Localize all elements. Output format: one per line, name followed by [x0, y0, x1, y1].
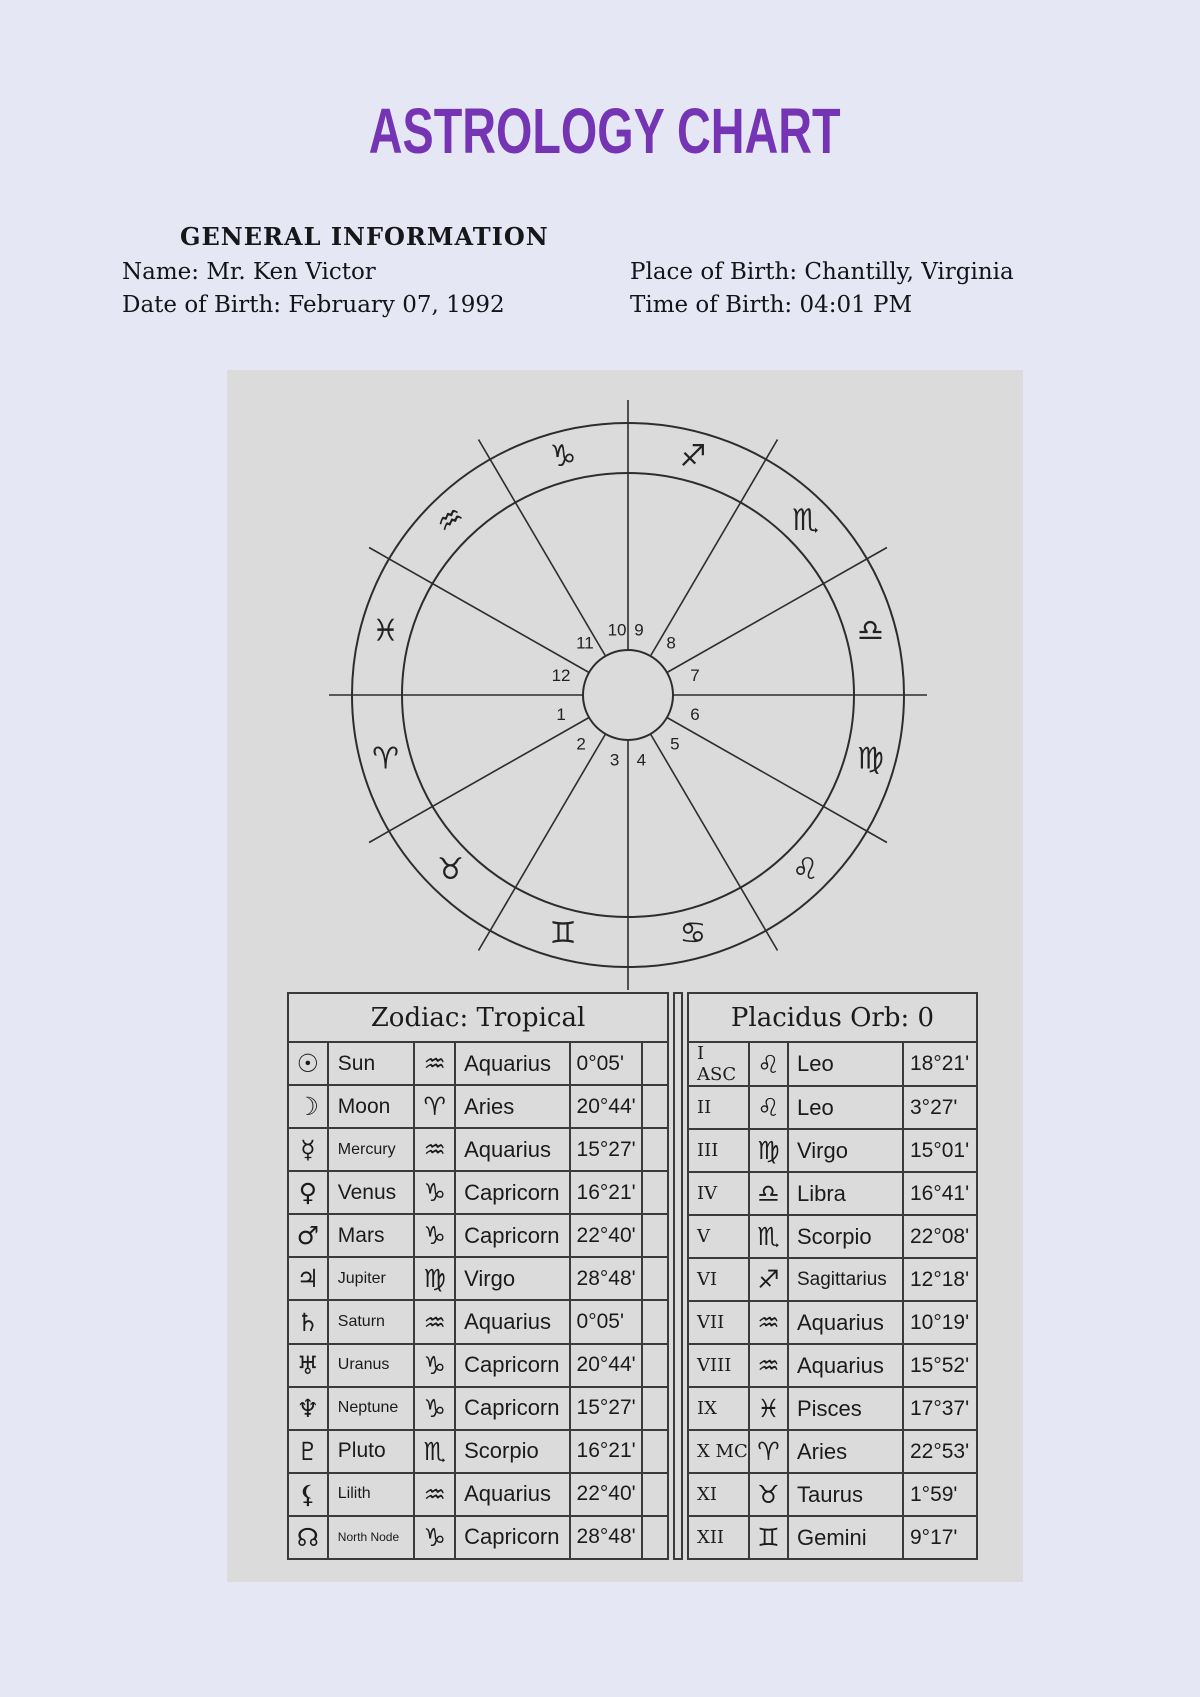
zodiac-taurus-icon: ♉ — [437, 852, 464, 888]
planet-icon: ♀ — [289, 1172, 329, 1213]
zodiac-aquarius-icon: ♒ — [429, 498, 472, 543]
house-degrees: 18°21' — [910, 1052, 970, 1075]
planet-name: Saturn — [329, 1301, 416, 1342]
wheel-center-circle — [583, 650, 673, 740]
sign-name: Pisces — [789, 1388, 904, 1429]
planet-icon: ♃ — [289, 1258, 329, 1299]
house-cusp-line — [369, 548, 589, 673]
zodiac-pisces-icon: ♓ — [372, 613, 400, 649]
house-degrees: 15°01' — [910, 1138, 970, 1162]
house-degrees: 22°53' — [910, 1439, 970, 1463]
spacer-cell — [643, 1388, 667, 1429]
spacer-cell — [643, 1517, 667, 1558]
house-number: 9 — [634, 620, 644, 640]
sign-name: Aries — [456, 1086, 570, 1127]
spacer-cell — [643, 1172, 667, 1213]
planet-name: Sun — [329, 1043, 416, 1084]
house-degrees: 3°27' — [910, 1095, 958, 1119]
sign-icon: ♌ — [750, 1087, 789, 1128]
sign-icon: ♑ — [415, 1345, 456, 1386]
spacer-cell — [643, 1215, 667, 1256]
spacer-cell — [643, 1043, 667, 1084]
spacer-cell — [643, 1129, 667, 1170]
spacer-cell — [643, 1431, 667, 1472]
planet-degrees: 28°48' — [571, 1517, 644, 1558]
planet-row — [289, 1127, 667, 1170]
planet-degrees: 16°21' — [571, 1431, 644, 1472]
house-number: 2 — [576, 734, 586, 754]
planet-row — [289, 1386, 667, 1429]
spacer-cell — [643, 1086, 667, 1127]
planets-table-header: Zodiac: Tropical — [370, 1002, 586, 1033]
zodiac-virgo-icon: ♍ — [856, 741, 884, 777]
planet-row — [289, 1429, 667, 1472]
house-cusp-line — [667, 718, 887, 843]
title-wrap — [5, 96, 1200, 168]
house-label: VI — [689, 1259, 750, 1300]
houses-table-header: Placidus Orb: 0 — [730, 1002, 935, 1033]
house-number: 4 — [636, 750, 647, 770]
planet-name: Uranus — [329, 1345, 416, 1386]
house-cusp-line — [479, 440, 606, 657]
planet-degrees: 16°21' — [571, 1172, 644, 1213]
general-info-heading: GENERAL INFORMATION — [180, 222, 549, 251]
planet-row — [289, 1213, 667, 1256]
planet-row — [289, 1472, 667, 1515]
info-name: Name: Mr. Ken Victor — [122, 259, 376, 285]
house-degrees: 22°08' — [910, 1224, 970, 1248]
planets-rows — [289, 1041, 667, 1558]
spacer-cell — [643, 1474, 667, 1515]
sign-name: Gemini — [789, 1517, 904, 1558]
house-label: VII — [689, 1302, 750, 1343]
planet-icon: ☽ — [289, 1086, 329, 1127]
planet-degrees: 20°44' — [571, 1345, 644, 1386]
planet-icon: ♂ — [289, 1215, 329, 1256]
spacer-cell — [643, 1258, 667, 1299]
spacer-cell — [643, 1345, 667, 1386]
sign-icon: ♒ — [750, 1345, 789, 1386]
planet-icon: ☿ — [289, 1129, 329, 1170]
planet-degrees: 22°40' — [571, 1474, 644, 1515]
planet-degrees: 0°05' — [571, 1043, 644, 1084]
house-number: 3 — [609, 750, 620, 770]
planet-name: North Node — [329, 1517, 416, 1558]
house-row — [689, 1300, 976, 1343]
spacer-cell — [643, 1301, 667, 1342]
zodiac-libra-icon: ♎ — [856, 613, 884, 649]
table-gap — [673, 992, 683, 1560]
sign-name: Libra — [789, 1173, 904, 1214]
sign-icon: ♍ — [750, 1130, 789, 1171]
sign-icon: ♈ — [415, 1086, 456, 1127]
planet-row — [289, 1299, 667, 1342]
sign-icon: ♍ — [415, 1258, 456, 1299]
sign-name: Scorpio — [789, 1216, 904, 1257]
planet-row — [289, 1256, 667, 1299]
info-place-of-birth: Place of Birth: Chantilly, Virginia — [630, 259, 1014, 285]
house-row — [689, 1214, 976, 1257]
planet-icon: ☊ — [289, 1517, 329, 1558]
house-label: X MC — [689, 1431, 750, 1472]
sign-icon: ♒ — [415, 1043, 456, 1084]
house-row — [689, 1171, 976, 1214]
sign-icon: ♈ — [750, 1431, 789, 1472]
sign-name: Virgo — [789, 1130, 904, 1171]
sign-icon: ♒ — [415, 1129, 456, 1170]
sign-name: Aquarius — [789, 1302, 904, 1343]
planet-icon: ♄ — [289, 1301, 329, 1342]
planets-table — [287, 992, 669, 1560]
sign-name: Scorpio — [456, 1431, 570, 1472]
sign-name: Capricorn — [456, 1517, 570, 1558]
planet-name: Moon — [329, 1086, 416, 1127]
sign-name: Capricorn — [456, 1172, 570, 1213]
planet-icon: ♆ — [289, 1388, 329, 1429]
planet-name: Pluto — [329, 1431, 416, 1472]
house-label: XI — [689, 1474, 750, 1515]
sign-icon: ♎ — [750, 1173, 789, 1214]
sign-name: Sagittarius — [789, 1259, 904, 1300]
houses-table — [687, 992, 978, 1560]
sign-icon: ♑ — [415, 1172, 456, 1213]
planet-row — [289, 1170, 667, 1213]
house-number: 8 — [666, 633, 676, 653]
sign-name: Aquarius — [456, 1301, 570, 1342]
house-degrees: 12°18' — [910, 1267, 970, 1291]
house-row — [689, 1041, 976, 1085]
planet-degrees: 15°27' — [571, 1388, 644, 1429]
sign-icon: ♉ — [750, 1474, 789, 1515]
house-number: 1 — [556, 704, 566, 724]
planet-name: Mercury — [329, 1129, 416, 1170]
house-row — [689, 1429, 976, 1472]
house-number: 11 — [576, 633, 594, 653]
sign-name: Leo — [789, 1043, 904, 1085]
sign-name: Aquarius — [456, 1129, 570, 1170]
sign-icon: ♒ — [415, 1301, 456, 1342]
sign-name: Capricorn — [456, 1215, 570, 1256]
planet-row — [289, 1041, 667, 1084]
sign-name: Capricorn — [456, 1345, 570, 1386]
house-degrees: 16°41' — [910, 1181, 970, 1205]
sign-icon: ♑ — [415, 1215, 456, 1256]
sign-icon: ♐ — [750, 1259, 789, 1300]
house-row — [689, 1085, 976, 1128]
sign-name: Leo — [789, 1087, 904, 1128]
house-degrees: 17°37' — [910, 1396, 970, 1420]
sign-name: Capricorn — [456, 1388, 570, 1429]
house-row — [689, 1515, 976, 1558]
planet-name: Venus — [329, 1172, 416, 1213]
planet-degrees: 20°44' — [571, 1086, 644, 1127]
house-degrees: 15°52' — [910, 1353, 970, 1377]
page-title: ASTROLOGY CHART — [369, 96, 841, 168]
planet-icon: ☉ — [289, 1043, 329, 1084]
planet-icon: ♇ — [289, 1431, 329, 1472]
zodiac-capricorn-icon: ♑ — [549, 438, 577, 474]
zodiac-scorpio-icon: ♏ — [792, 502, 819, 538]
houses-rows — [689, 1041, 976, 1558]
house-label: XII — [689, 1517, 750, 1558]
astrology-wheel — [288, 355, 968, 1035]
planet-degrees: 28°48' — [571, 1258, 644, 1299]
planet-degrees: 22°40' — [571, 1215, 644, 1256]
house-label: VIII — [689, 1345, 750, 1386]
house-label: II — [689, 1087, 750, 1128]
planet-name: Neptune — [329, 1388, 416, 1429]
house-degrees: 1°59' — [910, 1482, 958, 1506]
info-date-of-birth: Date of Birth: February 07, 1992 — [122, 292, 505, 318]
house-row — [689, 1386, 976, 1429]
house-number: 6 — [690, 704, 700, 724]
house-degrees: 9°17' — [910, 1525, 958, 1549]
planet-name: Mars — [329, 1215, 416, 1256]
house-number: 10 — [607, 620, 627, 640]
planet-row — [289, 1084, 667, 1127]
zodiac-aries-icon: ♈ — [372, 741, 400, 777]
house-number: 5 — [670, 734, 680, 754]
sign-name: Aquarius — [456, 1474, 570, 1515]
house-cusp-line — [479, 734, 606, 951]
sign-name: Virgo — [456, 1258, 570, 1299]
zodiac-cancer-icon: ♋ — [679, 916, 707, 952]
planet-name: Lilith — [329, 1474, 416, 1515]
house-number: 12 — [551, 666, 571, 686]
planet-icon: ♅ — [289, 1345, 329, 1386]
sign-icon: ♊ — [750, 1517, 789, 1558]
house-label: III — [689, 1130, 750, 1171]
house-cusp-line — [651, 440, 778, 657]
house-cusp-line — [651, 734, 778, 951]
sign-icon: ♒ — [415, 1474, 456, 1515]
house-label: IX — [689, 1388, 750, 1429]
sign-name: Aquarius — [789, 1345, 904, 1386]
house-row — [689, 1128, 976, 1171]
sign-icon: ♓ — [750, 1388, 789, 1429]
planet-name: Jupiter — [329, 1258, 416, 1299]
sign-name: Taurus — [789, 1474, 904, 1515]
sign-icon: ♑ — [415, 1517, 456, 1558]
zodiac-sagittarius-icon: ♐ — [679, 438, 707, 474]
sign-name: Aquarius — [456, 1043, 570, 1084]
house-cusp-line — [667, 548, 887, 673]
house-row — [689, 1343, 976, 1386]
house-number: 7 — [690, 666, 700, 686]
sign-icon: ♒ — [750, 1302, 789, 1343]
sign-name: Aries — [789, 1431, 904, 1472]
zodiac-gemini-icon: ♊ — [549, 916, 577, 952]
house-label: I ASC — [689, 1043, 750, 1085]
sign-icon: ♏ — [750, 1216, 789, 1257]
planet-row — [289, 1343, 667, 1386]
info-time-of-birth: Time of Birth: 04:01 PM — [630, 292, 913, 318]
planet-row — [289, 1515, 667, 1558]
house-degrees: 10°19' — [910, 1310, 970, 1334]
house-cusp-line — [369, 718, 589, 843]
house-label: IV — [689, 1173, 750, 1214]
zodiac-leo-icon: ♌ — [792, 852, 819, 888]
planet-icon: ⚸ — [289, 1474, 329, 1515]
house-row — [689, 1472, 976, 1515]
planet-degrees: 15°27' — [571, 1129, 644, 1170]
house-row — [689, 1257, 976, 1300]
sign-icon: ♑ — [415, 1388, 456, 1429]
sign-icon: ♏ — [415, 1431, 456, 1472]
planet-degrees: 0°05' — [571, 1301, 644, 1342]
house-label: V — [689, 1216, 750, 1257]
sign-icon: ♌ — [750, 1043, 789, 1085]
